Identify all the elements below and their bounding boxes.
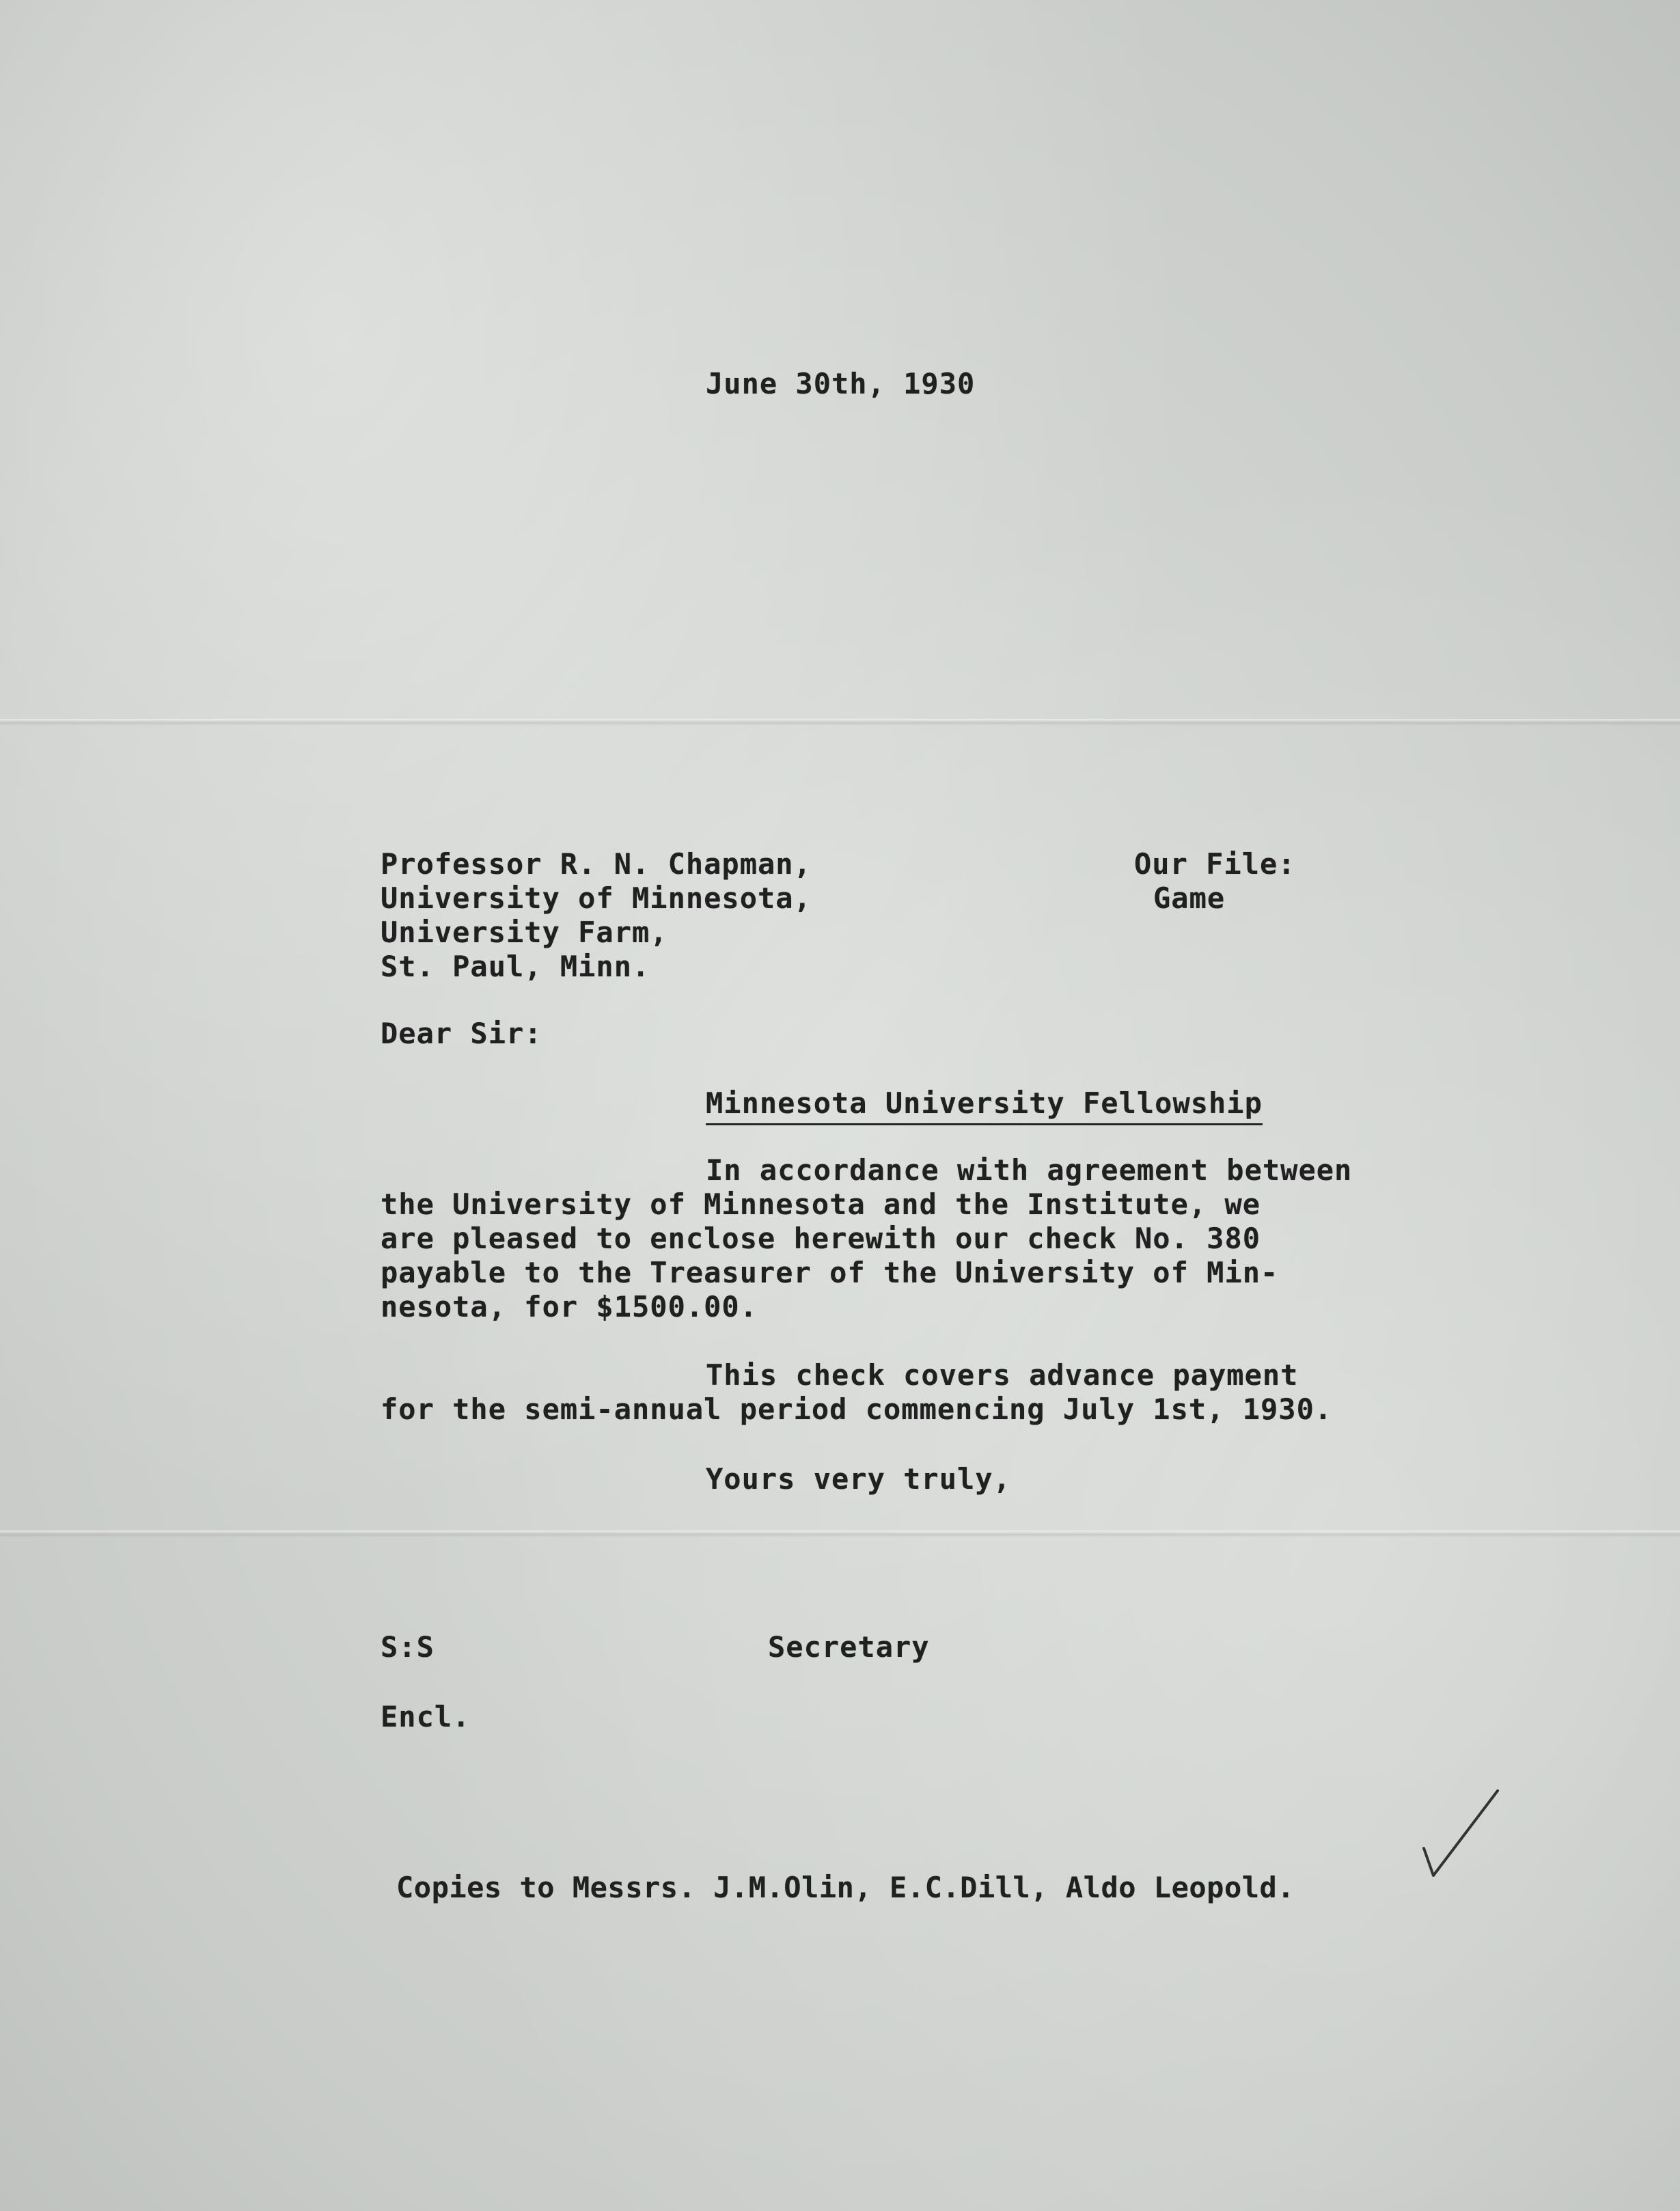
paragraph-1-line-4: payable to the Treasurer of the University of Min- bbox=[381, 1256, 1279, 1289]
paragraph-2-line-1: This check covers advance payment bbox=[706, 1358, 1299, 1392]
paper-fold-upper bbox=[0, 719, 1680, 726]
closing: Yours very truly, bbox=[706, 1462, 1011, 1496]
paragraph-1-line-2: the University of Minnesota and the Institute, we bbox=[381, 1187, 1261, 1221]
check-mark-icon bbox=[1421, 1787, 1503, 1886]
letter-date: June 30th, 1930 bbox=[706, 367, 976, 400]
address-line-1: Professor R. N. Chapman, bbox=[381, 847, 812, 881]
address-line-3: University Farm, bbox=[381, 916, 668, 949]
copies-line: Copies to Messrs. J.M.Olin, E.C.Dill, Aldo Leopold. bbox=[396, 1871, 1295, 1904]
file-value: Game bbox=[1153, 881, 1226, 915]
subject-line: Minnesota University Fellowship bbox=[706, 1086, 1263, 1125]
paragraph-1-line-5: nesota, for $1500.00. bbox=[381, 1290, 758, 1323]
initials: S:S bbox=[381, 1630, 435, 1664]
address-line-4: St. Paul, Minn. bbox=[381, 950, 650, 983]
salutation: Dear Sir: bbox=[381, 1017, 542, 1050]
paper-fold-lower bbox=[0, 1530, 1680, 1537]
paragraph-1-line-1: In accordance with agreement between bbox=[706, 1153, 1353, 1187]
file-label: Our File: bbox=[1134, 847, 1296, 881]
enclosure-note: Encl. bbox=[381, 1700, 471, 1733]
signature-title: Secretary bbox=[768, 1630, 930, 1664]
paragraph-2-line-2: for the semi-annual period commencing July 1st, 1930. bbox=[381, 1392, 1333, 1426]
paragraph-1-line-3: are pleased to enclose herewith our check No. 380 bbox=[381, 1222, 1261, 1255]
address-line-2: University of Minnesota, bbox=[381, 881, 812, 915]
